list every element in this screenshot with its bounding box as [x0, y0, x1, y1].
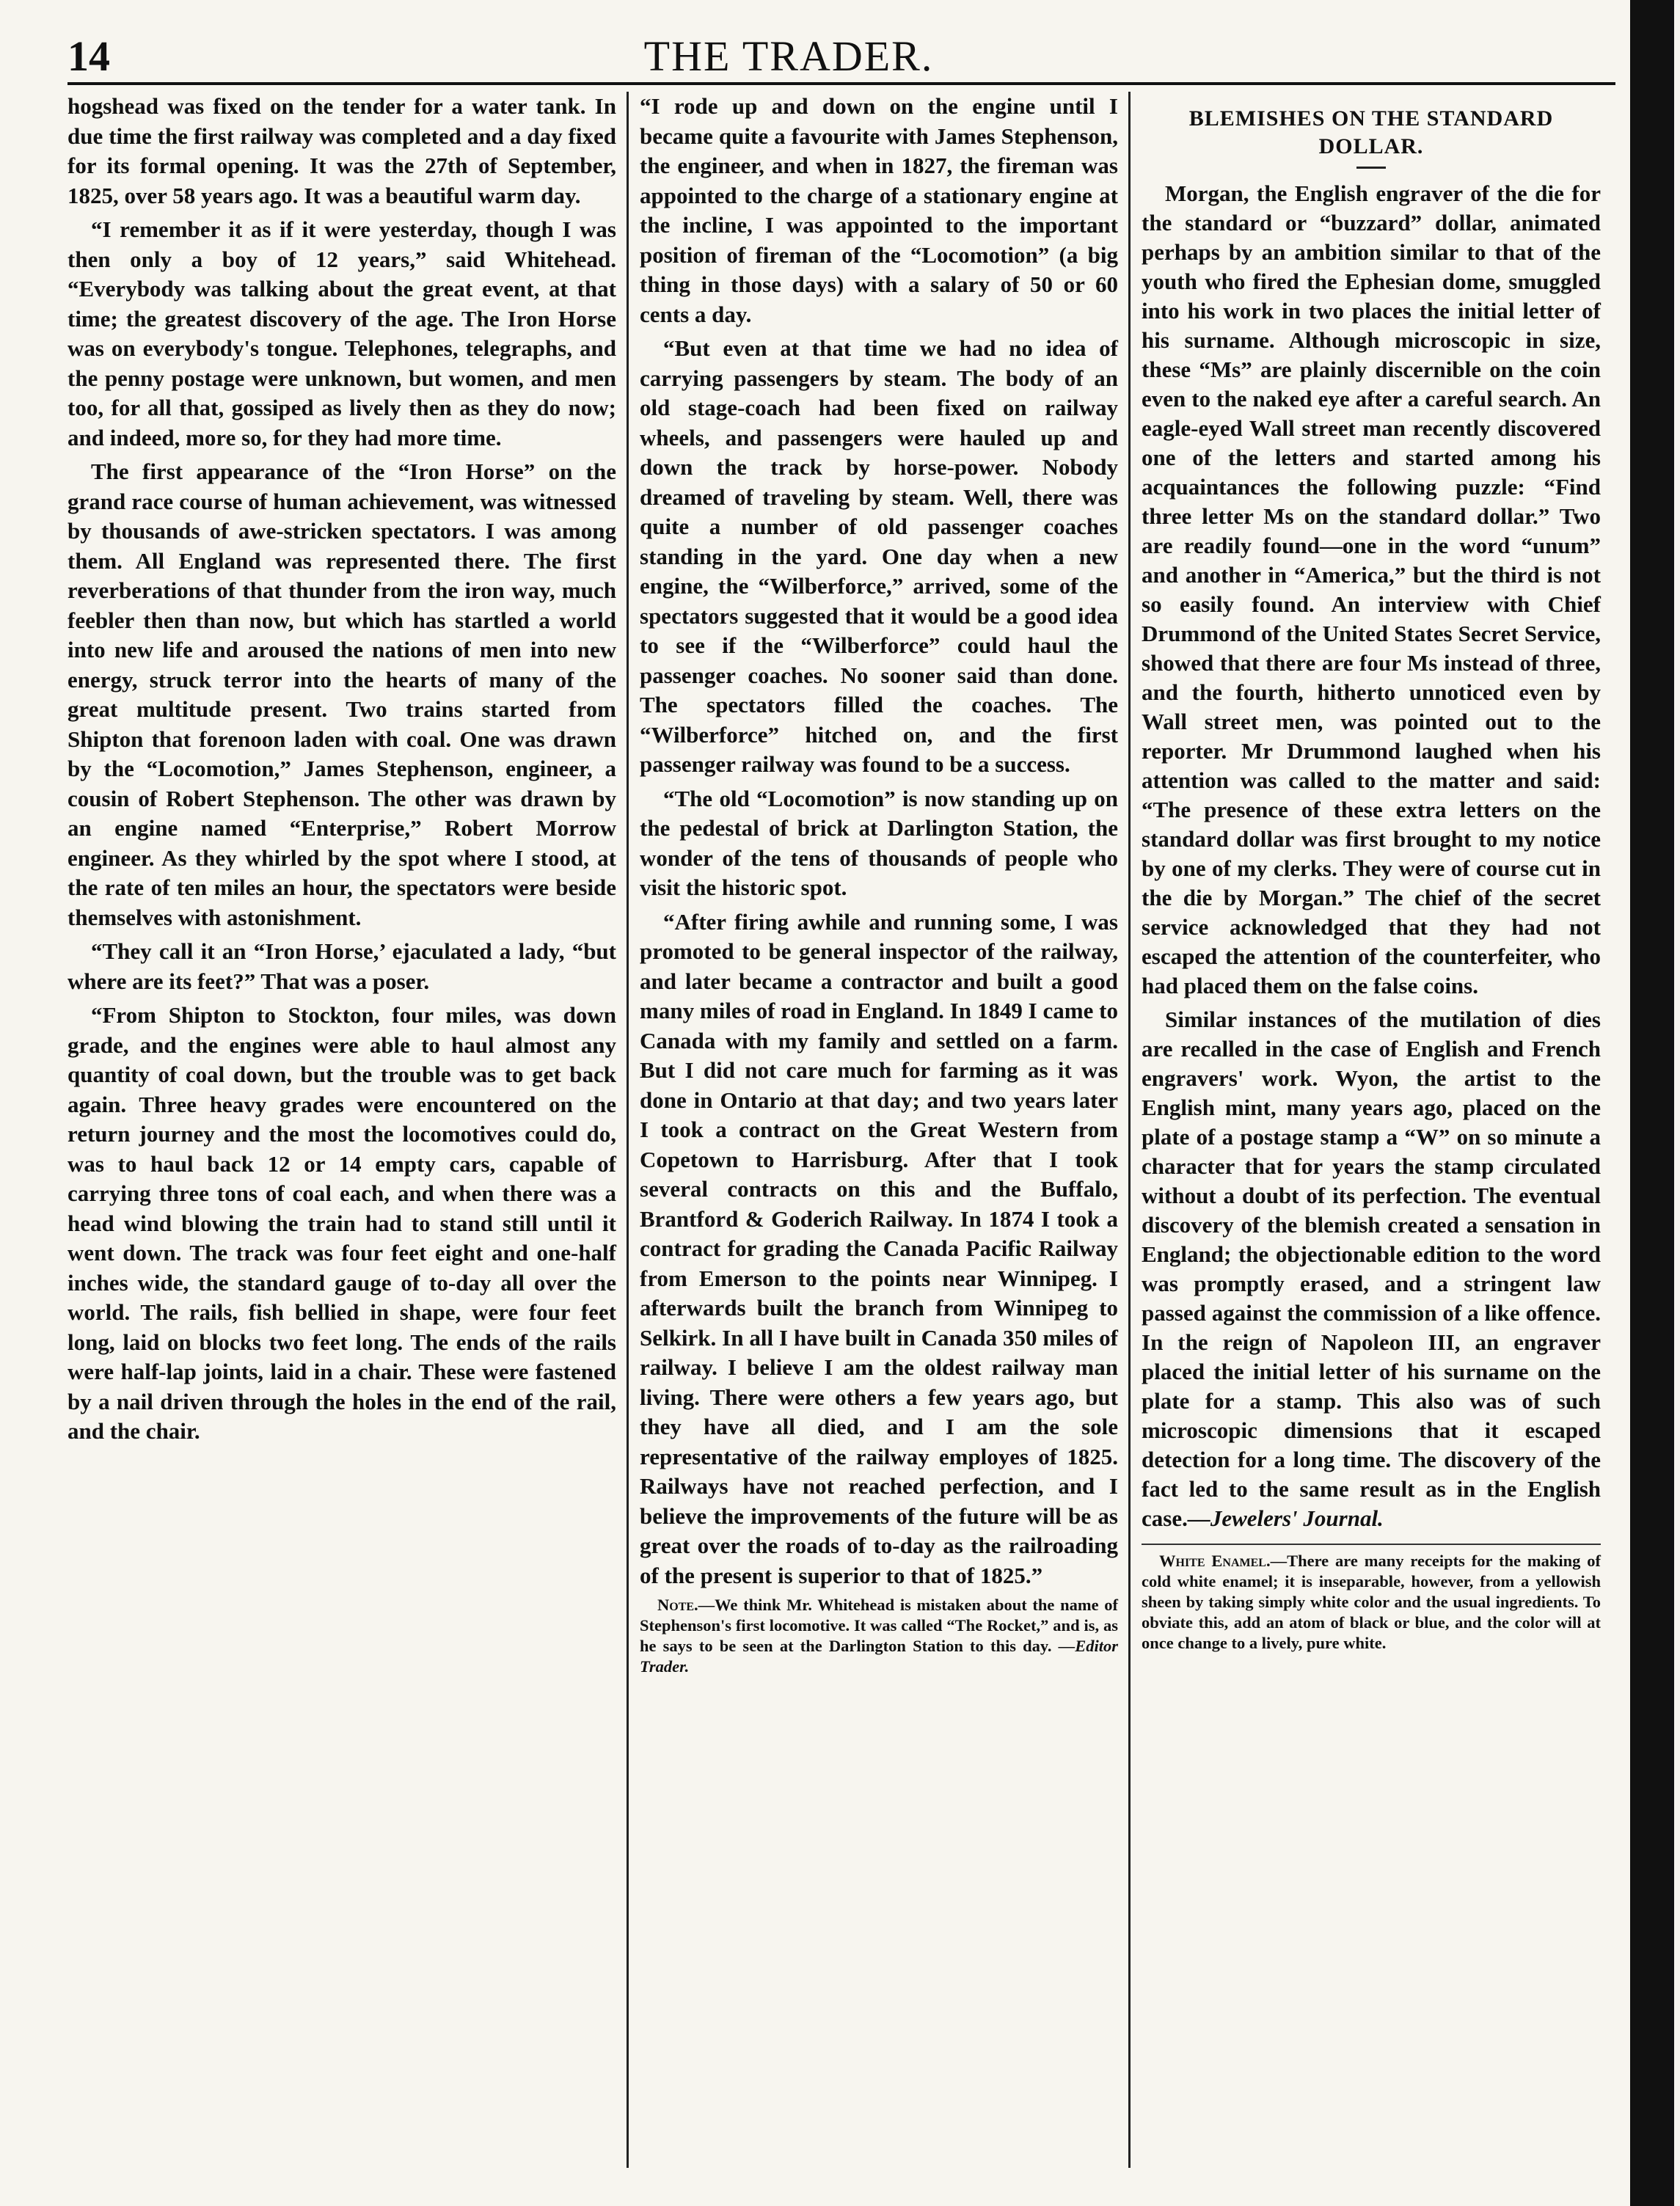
paragraph: “They call it an “Iron Horse,’ ejaculated a lady, “but where are its feet?” That was a poser. [67, 938, 616, 994]
heading-rule [1356, 167, 1386, 169]
paragraph: “I remember it as if it were yesterday, though I was then only a boy of 12 years,” said Whitehead. “Everybody was talking about the great event, at that time; the greatest discovery of the age. The Iron Horse was on everybody's tongue. Telephones, telegraphs, and the penny postage were unknown, but women, and men too, for all that, gossiped as lively then as they do now; and indeed, more so, for they had more time. [67, 216, 616, 450]
note-rule [1142, 1544, 1601, 1545]
editor-note-signature: —Editor Trader. [640, 1637, 1118, 1676]
editor-note-text: —We think Mr. Whitehead is mistaken about the name of Stephenson's first locomotive. It was called “The Rocket,” and is, as he says to be seen at the Darlington Station to this day. [640, 1596, 1118, 1655]
paragraph [1142, 1005, 1601, 1533]
article-source: —Jewelers' Journal. [1187, 1505, 1384, 1531]
column-3 [1142, 92, 1601, 1654]
page-number: 14 [67, 32, 110, 80]
editor-note [640, 1595, 1118, 1677]
newspaper-title: THE TRADER. [643, 32, 934, 80]
page-edge-bar [1630, 0, 1674, 2206]
header-rule [67, 82, 1615, 85]
paragraph: “But even at that time we had no idea of carrying passengers by steam. The body of an old stage-coach had been fixed on railway wheels, and passengers were hauled up and down the track by horse-power. Nobody dreamed of traveling by steam. Well, there was quite a number of old passenger coaches standing in the yard. One day when a new engine, the “Wilberforce,” arrived, some of the spectators suggested that it would be a good idea to see if the “Wilberforce” could haul the passenger coaches. No sooner said than done. The spectators filled the coaches. The “Wilberforce” hitched on, and the first passenger railway was found to be a success. [640, 335, 1118, 777]
paragraph: “I rode up and down on the engine until I became quite a favourite with James Stephenson, the engineer, and when in 1827, the fireman was appointed to the charge of a stationary engine at the incline, I was appointed to the important position of fireman of the “Locomotion” (a big thing in those days) with a salary of 50 or 60 cents a day. [640, 93, 1118, 327]
note-text: —There are many receipts for the making of cold white enamel; it is inseparable, however, from a yellowish sheen by taking simply white color and the usual ingredients. To obviate this, add an atom of black or blue, and the color will at once change to a lively, pure white. [1142, 1552, 1602, 1652]
white-enamel-note [1142, 1551, 1601, 1654]
paragraph: Morgan, the English engraver of the die for the standard or “buzzard” dollar, animated perhaps by an ambition similar to that of the youth who fired the Ephesian dome, smuggled into his work in two places the initial letter of his surname. Although microscopic in size, these “Ms” are plainly discernible on the coin even to the naked eye after a careful search. An eagle-eyed Wall street man recently discovered one of the letters and started among his acquaintances the following puzzle: “Find three letter Ms on the standard dollar.” Two are readily found—one in the word “unum” and another in “America,” but the third is not so easily found. An interview with Chief Drummond of the United States Secret Service, showed that there are four Ms instead of three, and the fourth, hitherto unnoticed even by Wall street men, was pointed out to the reporter. Mr Drummond laughed when his attention was called to the matter and said: “The presence of these extra letters on the standard dollar was first brought to my notice by one of my clerks. They were of course cut in the die by Morgan.” The chief of the secret service acknowledged that they had not escaped the attention of the counterfeiter, who had placed them on the false coins. [1142, 180, 1601, 998]
paragraph-text: Similar instances of the mutilation of dies are recalled in the case of English and French engravers' work. Wyon, the artist to the English mint, many years ago, placed on the plate of a postage stamp a “W” on so minute a character that for years the stamp circulated without a doubt of its perfection. The eventual discovery of the blemish created a sensation in England; the objectionable edition to the word was promptly erased, and a stringent law passed against the commission of a like offence. In the reign of Napoleon III, an engraver placed the initial letter of his surname on the plate for a stamp. This also was of such microscopic dimensions that it escaped detection for a long time. The discovery of the fact led to the same result as in the English case. [1142, 1007, 1601, 1531]
column-2 [640, 92, 1118, 1677]
column-1 [67, 92, 616, 1451]
article-heading: BLEMISHES ON THE STANDARD DOLLAR. [1188, 106, 1554, 158]
column-divider [627, 92, 629, 2168]
paragraph: hogshead was fixed on the tender for a water tank. In due time the first railway was completed and a day fixed for its formal opening. It was the 27th of September, 1825, over 58 years ago. It was a beautiful warm day. [67, 93, 616, 208]
paragraph: “After firing awhile and running some, I was promoted to be general inspector of the railway, and later became a contractor and built a good many miles of road in England. In 1849 I came to Canada with my family and settled on a farm. But I did not care much for farming as it was done in Ontario at that day; and two years later I took a contract on the Great Western from Copetown to Harrisburg. After that I took several contracts on this and the Buffalo, Brantford & Goderich Railway. In 1874 I took a contract for grading the Canada Pacific Railway from Emerson to the points near Winnipeg. I afterwards built the branch from Winnipeg to Selkirk. In all I have built in Canada 350 miles of railway. I believe I am the oldest railway man living. There were others a few years ago, but they have all died, and I am the sole representative of the railway employes of 1825. Railways have not reached perfection, and I believe the improvements of the future will be as great over the roads of to-day as the railroading of the present is superior to that of 1825.” [640, 908, 1118, 1588]
paragraph: “From Shipton to Stockton, four miles, was down grade, and the engines were able to haul almost any quantity of coal down, but the trouble was to get back again. Three heavy grades were encountered on the return journey and the most the locomotives could do, was to haul back 12 or 14 empty cars, capable of carrying three tons of coal each, and when there was a head wind blowing the train had to stand still until it went down. The track was four feet eight and one-half inches wide, the standard gauge of to-day all over the world. The rails, fish bellied in shape, were four feet long, laid on blocks two feet long. The ends of the rails were half-lap joints, laid in a chair. These were fastened by a nail driven through the holes in the end of the rail, and the chair. [67, 1002, 616, 1444]
paragraph: “The old “Locomotion” is now standing up on the pedestal of brick at Darlington Station, the wonder of the tens of thousands of people who visit the historic spot. [640, 785, 1118, 900]
note-label: White Enamel. [1159, 1552, 1271, 1570]
paragraph: The first appearance of the “Iron Horse” on the grand race course of human achievement, was witnessed by thousands of awe-stricken spectators. I was among them. All England was represented there. The first reverberations of that thunder from the iron way, much feebler then than now, but which has startled a world into new life and aroused the nations of men into new energy, struck terror into the hearts of many of the great multitude present. Two trains started from Shipton that forenoon laden with coal. One was drawn by the “Locomotion,” James Stephenson, engineer, a cousin of Robert Stephenson. The other was drawn by an engine named “Enterprise,” Robert Morrow engineer. As they whirled by the spot where I stood, at the rate of ten miles an hour, the spectators were beside themselves with astonishment. [67, 459, 616, 930]
column-divider [1128, 92, 1131, 2168]
editor-note-label: Note. [657, 1596, 698, 1614]
